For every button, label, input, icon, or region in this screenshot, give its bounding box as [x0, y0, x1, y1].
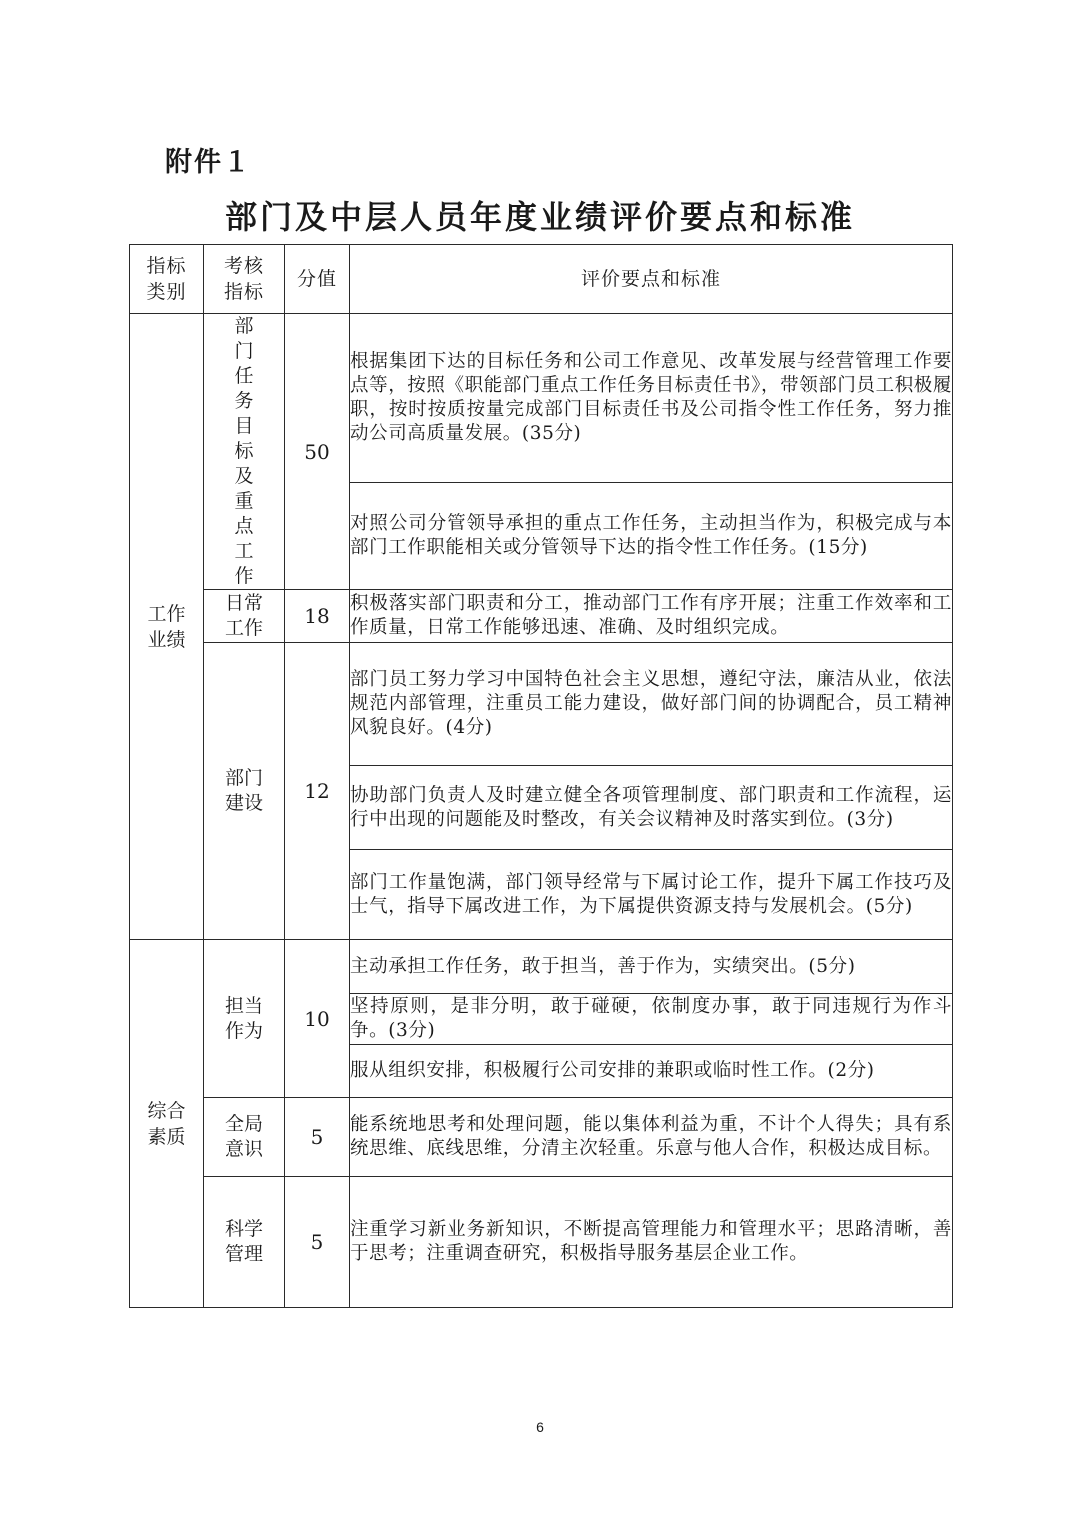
indicator-cell: 日常工作: [204, 590, 285, 643]
table-row: [130, 940, 953, 994]
page-number: 6: [536, 1419, 544, 1435]
table-row: [130, 590, 953, 643]
header-indicator: 考核指标: [204, 245, 285, 314]
criteria-cell: 对照公司分管领导承担的重点工作任务，主动担当作为，积极完成与本部门工作职能相关或分管领导下达的指令性工作任务。(15分): [350, 482, 953, 589]
header-criteria: 评价要点和标准: [350, 245, 953, 314]
header-category: 指标类别: [130, 245, 204, 314]
criteria-cell: 协助部门负责人及时建立健全各项管理制度、部门职责和工作流程，运行中出现的问题能及时整改，有关会议精神及时落实到位。(3分): [350, 766, 953, 850]
table-row: [130, 1177, 953, 1308]
indicator-cell: 部门建设: [204, 643, 285, 940]
category-cell: 综合素质: [130, 940, 204, 1308]
criteria-cell: 坚持原则，是非分明，敢于碰硬，依制度办事，敢于同违规行为作斗争。(3分): [350, 994, 953, 1045]
criteria-cell: 部门工作量饱满，部门领导经常与下属讨论工作，提升下属工作技巧及士气，指导下属改进工作，为下属提供资源支持与发展机会。(5分): [350, 850, 953, 940]
criteria-cell: 服从组织安排，积极履行公司安排的兼职或临时性工作。(2分): [350, 1045, 953, 1098]
evaluation-table: [129, 244, 953, 1308]
document-title: 部门及中层人员年度业绩评价要点和标准: [224, 198, 855, 236]
score-cell: 50: [285, 314, 350, 590]
score-cell: 10: [285, 940, 350, 1098]
criteria-cell: 能系统地思考和处理问题，能以集体利益为重，不计个人得失；具有系统思维、底线思维，分清主次轻重。乐意与他人合作，积极达成目标。: [350, 1098, 953, 1177]
indicator-cell: 科学管理: [204, 1177, 285, 1308]
indicator-cell: 担当作为: [204, 940, 285, 1098]
criteria-cell: 注重学习新业务新知识，不断提高管理能力和管理水平；思路清晰，善于思考；注重调查研究，积极指导服务基层企业工作。: [350, 1177, 953, 1308]
table-row: [130, 314, 953, 483]
score-cell: 12: [285, 643, 350, 940]
score-cell: 5: [285, 1098, 350, 1177]
indicator-cell: 全局意识: [204, 1098, 285, 1177]
criteria-cell: 根据集团下达的目标任务和公司工作意见、改革发展与经营管理工作要点等，按照《职能部门重点工作任务目标责任书》，带领部门员工积极履职，按时按质按量完成部门目标责任书及公司指令性工作任务，努力推动公司高质量发展。(35分): [350, 314, 953, 483]
table-row: [130, 1098, 953, 1177]
criteria-cell: 积极落实部门职责和分工，推动部门工作有序开展；注重工作效率和工作质量，日常工作能够迅速、准确、及时组织完成。: [350, 590, 953, 643]
attachment-label: 附件１: [165, 147, 252, 178]
table-row: [130, 643, 953, 766]
criteria-cell: 部门员工努力学习中国特色社会主义思想，遵纪守法，廉洁从业，依法规范内部管理，注重员工能力建设，做好部门间的协调配合，员工精神风貌良好。(4分): [350, 643, 953, 766]
score-cell: 5: [285, 1177, 350, 1308]
header-score: 分值: [285, 245, 350, 314]
criteria-cell: 主动承担工作任务，敢于担当，善于作为，实绩突出。(5分): [350, 940, 953, 994]
category-cell: 工作业绩: [130, 314, 204, 940]
indicator-cell: 部门任务目标及重点工作: [204, 314, 285, 590]
table-header-row: [130, 245, 953, 314]
score-cell: 18: [285, 590, 350, 643]
